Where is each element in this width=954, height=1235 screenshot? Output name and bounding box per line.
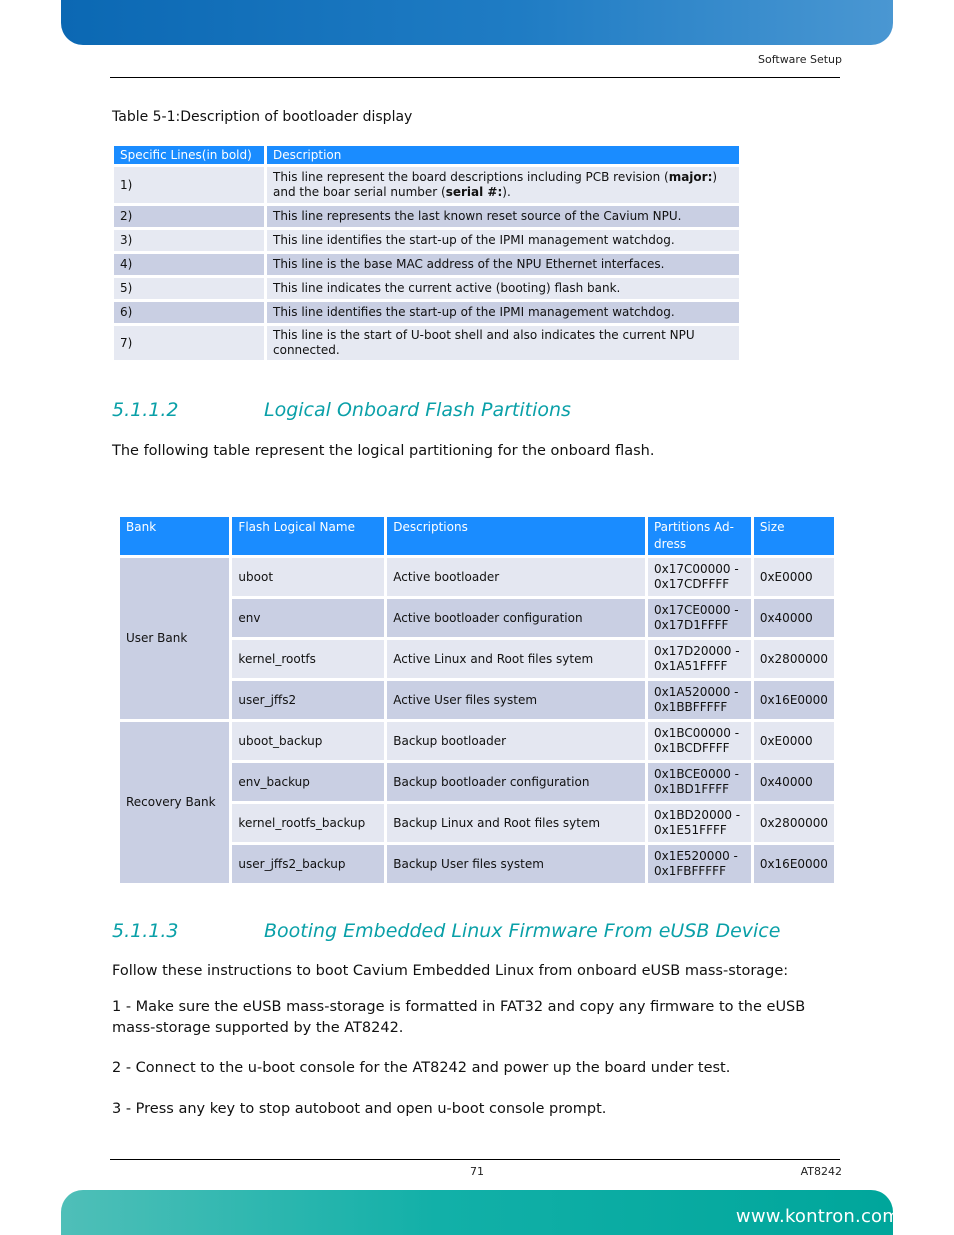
table-row — [120, 558, 834, 596]
partition-description: Backup bootloader — [387, 722, 645, 760]
partition-description: Backup User files system — [387, 845, 645, 883]
line-number: 7) — [114, 326, 264, 360]
line-description: This line represent the board descriptions including PCB revision (major:) and the boar serial number (serial #:). — [267, 167, 739, 203]
bootloader-display-table — [111, 143, 742, 363]
partition-description: Active User files system — [387, 681, 645, 719]
paragraph-step-3: 3 - Press any key to stop autoboot and open u-boot console prompt. — [112, 1101, 607, 1117]
line-number: 5) — [114, 278, 264, 299]
partition-name: env — [232, 599, 384, 637]
partition-address: 0x1BD20000 - 0x1E51FFFF — [648, 804, 751, 842]
partition-description: Backup Linux and Root files sytem — [387, 804, 645, 842]
section-heading-5113: 5.1.1.3 Booting Embedded Linux Firmware From eUSB Device — [112, 920, 781, 942]
table-row — [114, 326, 739, 360]
column-header: Size — [754, 517, 834, 555]
paragraph-step-1: 1 - Make sure the eUSB mass-storage is formatted in FAT32 and copy any firmware to the eUSB mass-storage supported by the AT8242. — [112, 999, 806, 1036]
line-number: 2) — [114, 206, 264, 227]
partition-address: 0x17CE0000 - 0x17D1FFFF — [648, 599, 751, 637]
section-heading-5112: 5.1.1.2 Logical Onboard Flash Partitions — [112, 399, 571, 421]
table-row — [114, 230, 739, 251]
line-number: 4) — [114, 254, 264, 275]
table-row — [120, 722, 834, 760]
partition-size: 0x16E0000 — [754, 845, 834, 883]
partition-size: 0x2800000 — [754, 804, 834, 842]
bank-cell: Recovery Bank — [120, 722, 229, 883]
line-description: This line is the base MAC address of the NPU Ethernet interfaces. — [267, 254, 739, 275]
running-header: Software Setup — [757, 53, 842, 66]
paragraph-intro-5113: Follow these instructions to boot Cavium Embedded Linux from onboard eUSB mass-storage: — [112, 963, 789, 979]
partition-address: 0x1BC00000 - 0x1BCDFFFF — [648, 722, 751, 760]
table-row — [114, 206, 739, 227]
table-row — [114, 254, 739, 275]
website-link[interactable]: www.kontron.com — [735, 1206, 900, 1227]
column-header: Specific Lines(in bold) — [114, 146, 264, 164]
partition-name: kernel_rootfs_backup — [232, 804, 384, 842]
partition-address: 0x1E520000 - 0x1FBFFFFF — [648, 845, 751, 883]
partition-description: Backup bootloader configuration — [387, 763, 645, 801]
paragraph-step-2: 2 - Connect to the u-boot console for the AT8242 and power up the board under test. — [112, 1060, 731, 1076]
partition-address: 0x1A520000 - 0x1BBFFFFF — [648, 681, 751, 719]
partition-description: Active bootloader configuration — [387, 599, 645, 637]
partition-size: 0x16E0000 — [754, 681, 834, 719]
line-description: This line represents the last known reset source of the Cavium NPU. — [267, 206, 739, 227]
column-header: Flash Logical Name — [232, 517, 384, 555]
document-id: AT8242 — [800, 1165, 842, 1178]
column-header: Partitions Ad-dress — [648, 517, 751, 555]
line-description: This line identifies the start-up of the IPMI management watchdog. — [267, 302, 739, 323]
header-band — [61, 0, 893, 45]
table-caption: Table 5-1:Description of bootloader display — [112, 109, 413, 125]
header-rule — [110, 77, 840, 78]
partition-description: Active bootloader — [387, 558, 645, 596]
partition-size: 0x2800000 — [754, 640, 834, 678]
partition-address: 0x17C00000 - 0x17CDFFFF — [648, 558, 751, 596]
table-row — [114, 302, 739, 323]
line-description: This line is the start of U-boot shell and also indicates the current NPU connected. — [267, 326, 739, 360]
partition-name: uboot_backup — [232, 722, 384, 760]
partition-size: 0x40000 — [754, 763, 834, 801]
partition-size: 0xE0000 — [754, 722, 834, 760]
partition-name: kernel_rootfs — [232, 640, 384, 678]
partition-description: Active Linux and Root files sytem — [387, 640, 645, 678]
line-description: This line indicates the current active (booting) flash bank. — [267, 278, 739, 299]
partition-address: 0x1BCE0000 - 0x1BD1FFFF — [648, 763, 751, 801]
partition-name: user_jffs2_backup — [232, 845, 384, 883]
table-row — [114, 167, 739, 203]
page-number: 71 — [470, 1165, 484, 1178]
partition-size: 0x40000 — [754, 599, 834, 637]
column-header: Bank — [120, 517, 229, 555]
line-number: 3) — [114, 230, 264, 251]
partition-address: 0x17D20000 - 0x1A51FFFF — [648, 640, 751, 678]
partition-size: 0xE0000 — [754, 558, 834, 596]
paragraph-intro-5112: The following table represent the logical partitioning for the onboard flash. — [112, 443, 655, 459]
partition-name: user_jffs2 — [232, 681, 384, 719]
partition-name: env_backup — [232, 763, 384, 801]
partition-name: uboot — [232, 558, 384, 596]
table-row — [114, 278, 739, 299]
flash-partitions-table — [117, 514, 837, 886]
footer-rule — [110, 1159, 840, 1160]
bank-cell: User Bank — [120, 558, 229, 719]
line-description: This line identifies the start-up of the IPMI management watchdog. — [267, 230, 739, 251]
column-header: Descriptions — [387, 517, 645, 555]
line-number: 1) — [114, 167, 264, 203]
line-number: 6) — [114, 302, 264, 323]
column-header: Description — [267, 146, 739, 164]
